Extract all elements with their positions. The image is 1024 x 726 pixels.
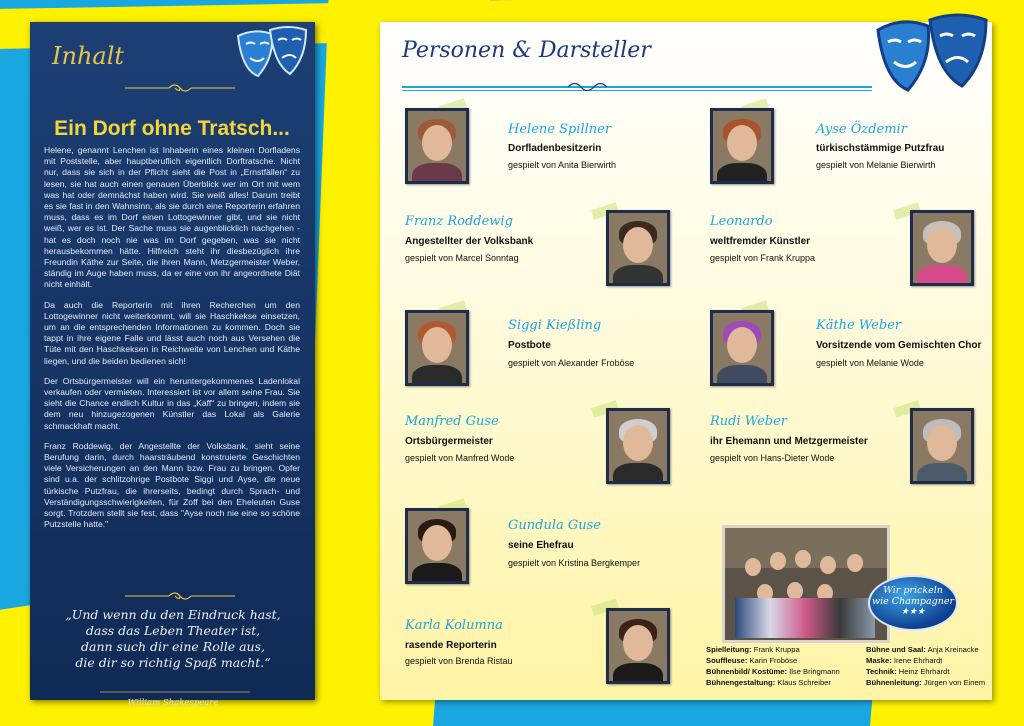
- quote-line: dass das Leben Theater ist,: [85, 623, 261, 638]
- synopsis-paragraph: Der Ortsbürgermeister will ein heruntergekommenes Ladenlokal verkaufen oder vermieten. Interessiert ist vor allem seine Frau. Sie sieht die Chance endlich Kultur in das „Kaff“ zu bringen, indem sie dem neu hinzugezogenen Künstler das Lokal als Galerie schmackhaft macht.: [44, 375, 300, 431]
- quote-line: „Und wenn du den Eindruck hast,: [65, 607, 281, 622]
- crew-entry: Bühnengestaltung: Klaus Schreiber: [706, 678, 831, 687]
- group-clothing: [735, 598, 875, 638]
- synopsis-paragraph: Franz Roddewig, der Angestellte der Volksbank, sieht seine Berufung darin, durch haarsträubend konstruierte Geschichten viele Versicherungen an den Mann bzw. Frau zu bringen. Opfer sind u.a. der schlitzohrige Postbote Siggi und Ayse, die neue türkische Putzfrau, die ihrerseits, bedingt durch Sprach- und Verständigungsschwierigkeiten, für Zoff bei den Eheleuten Guse sorgt. Trotzdem stellt sie fest, dass "Ayse noch nie eine so schöne Putzstelle hatte.": [44, 440, 300, 530]
- quote-line: dann such dir eine Rolle aus,: [81, 639, 265, 654]
- crew-column: [706, 644, 840, 688]
- quote-author: William Shakespeare: [127, 698, 219, 708]
- cast-role: Dorfladenbesitzerin: [508, 143, 602, 154]
- cast-photo: [405, 508, 469, 584]
- cast-role: Postbote: [508, 340, 551, 351]
- cast-actor: gespielt von Brenda Ristau: [405, 656, 513, 666]
- cast-actor: gespielt von Frank Kruppa: [710, 253, 816, 263]
- cast-photo: [606, 210, 670, 286]
- ornament-divider-icon: [125, 590, 235, 602]
- crew-column: [866, 644, 985, 688]
- ornament-line-icon: [100, 686, 250, 698]
- cast-name: Ayse Özdemir: [816, 122, 907, 137]
- group-photo: [722, 525, 890, 643]
- synopsis-panel: [30, 22, 315, 708]
- quote: [42, 607, 304, 671]
- badge-line: wie Champagner: [872, 596, 954, 607]
- cast-actor: gespielt von Melanie Bierwirth: [816, 160, 936, 170]
- quote-line: die dir so richtig Spaß macht.“: [75, 655, 271, 670]
- theater-masks-icon: [872, 10, 992, 110]
- cast-panel: [380, 22, 992, 700]
- cast-photo: [606, 608, 670, 684]
- cast-photo: [405, 108, 469, 184]
- cast-photo: [910, 210, 974, 286]
- cast-role: seine Ehefrau: [508, 540, 574, 551]
- crew-entry: Souffleuse: Karin Froböse: [706, 656, 798, 665]
- cast-actor: gespielt von Anita Bierwirth: [508, 160, 617, 170]
- ornament-divider-icon: [125, 82, 235, 94]
- cast-actor: gespielt von Alexander Froböse: [508, 358, 635, 368]
- cast-actor: gespielt von Kristina Bergkemper: [508, 558, 641, 568]
- synopsis-text: [44, 145, 300, 540]
- theater-masks-icon: [232, 24, 312, 94]
- cast-photo: [910, 408, 974, 484]
- champagne-badge: [868, 575, 958, 631]
- cast-name: Helene Spillner: [508, 122, 612, 137]
- cast-name: Gundula Guse: [508, 518, 601, 533]
- cast-name: Rudi Weber: [710, 414, 787, 429]
- cast-name: Manfred Guse: [405, 414, 499, 429]
- crew-entry: Maske: Irene Ehrhardt: [866, 656, 943, 665]
- cast-role: rasende Reporterin: [405, 640, 497, 651]
- cast-role: Vorsitzende vom Gemischten Chor: [816, 340, 982, 351]
- cast-name: Käthe Weber: [816, 318, 902, 333]
- crew-entry: Technik: Heinz Ehrhardt: [866, 667, 950, 676]
- cast-photo: [405, 310, 469, 386]
- cast-role: weltfremder Künstler: [710, 236, 811, 247]
- cast-actor: gespielt von Melanie Wode: [816, 358, 924, 368]
- cast-role: Ortsbürgermeister: [405, 436, 493, 447]
- crew-entry: Bühnenleitung: Jürgen von Einem: [866, 678, 986, 687]
- badge-line: Wir prickeln: [883, 585, 943, 596]
- crew-entry: Bühne und Saal: Anja Kreinacke: [866, 645, 979, 654]
- synopsis-paragraph: Da auch die Reporterin mit ihren Recherchen um den Lottogewinner nicht weiterkommt, will sie Haschkekse einsetzen, um an die entsprechenden Informationen zu kommen. Doch sie tappt in ihre eigene Falle und lässt auch noch aus Versehen die Tüte mit den Haschkeksen in Reichweite von Lenchen und Käthe liegen, und die beiden bedienen sich!: [44, 299, 300, 366]
- ornament-divider-icon: [530, 80, 650, 94]
- group-member: [820, 556, 836, 574]
- cast-actor: gespielt von Manfred Wode: [405, 453, 515, 463]
- headline: Ein Dorf ohne Tratsch...: [54, 117, 290, 140]
- cast-photo: [710, 310, 774, 386]
- crew-entry: Spielleitung: Frank Kruppa: [706, 645, 800, 654]
- cast-actor: gespielt von Marcel Sonntag: [405, 253, 519, 263]
- cast-photo: [710, 108, 774, 184]
- group-member: [745, 558, 761, 576]
- cast-name: Franz Roddewig: [405, 214, 513, 229]
- cast-role: ihr Ehemann und Metzgermeister: [710, 436, 868, 447]
- cast-name: Siggi Kießling: [508, 318, 602, 333]
- section-label: Inhalt: [52, 42, 125, 70]
- cast-title: Personen & Darsteller: [402, 38, 651, 63]
- group-member: [847, 554, 863, 572]
- cast-role: Angestellter der Volksbank: [405, 236, 534, 247]
- synopsis-paragraph: Helene, genannt Lenchen ist Inhaberin eines kleinen Dorfladens mit Poststelle, aber hauptberuflich eigentlich Dorftratsche. Nicht nur, dass sie sich in der Pflicht sieht die Post in „Ernstfällen“ zu lesen, sie hat auch einen genauen Überblick wer im Ort mit wem was hat oder demnächst haben wird. Sie weiß alles! Darum treibt es sie fast in den Wahnsinn, als sie durch eine Reporterin erfahren muss, dass es im Dorf einen Lottogewinner gibt, und sie nicht weiß, wer es ist. Der Sache muss sie augenblicklich nachgehen - hat es doch noch nie was im Dorf gegeben, was sie nicht herausbekommen hätte. Hilfreich steht ihr diesbezüglich ihre Freundin Käthe zur Seite, die ihren Mann, Metzgermeister Weber, ständig im Auge haben muss, da er eine von ihr angeordnete Diät nicht einhält.: [44, 145, 300, 290]
- cast-actor: gespielt von Hans-Dieter Wode: [710, 453, 835, 463]
- group-member: [770, 552, 786, 570]
- badge-stars-icon: ★★★: [900, 607, 926, 617]
- crew-entry: Bühnenbild/ Kostüme: Ilse Bringmann: [706, 667, 840, 676]
- cast-photo: [606, 408, 670, 484]
- cast-name: Karla Kolumna: [405, 618, 503, 633]
- cast-role: türkischstämmige Putzfrau: [816, 143, 945, 154]
- cast-name: Leonardo: [710, 214, 773, 229]
- group-member: [795, 550, 811, 568]
